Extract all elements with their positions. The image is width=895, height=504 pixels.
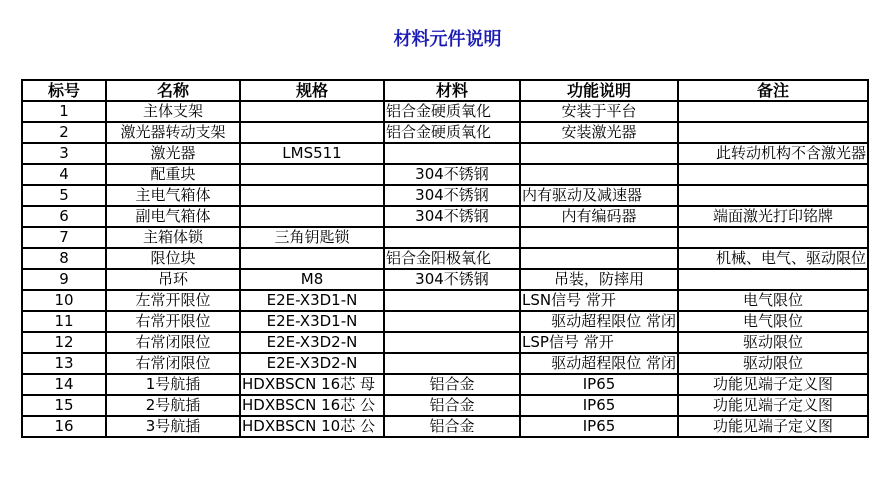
cell-index: 4 xyxy=(22,164,106,185)
table-row xyxy=(22,395,868,416)
cell-index: 14 xyxy=(22,374,106,395)
cell-remark: 电气限位 xyxy=(678,311,868,332)
cell-name: 2号航插 xyxy=(106,395,240,416)
cell-function: 内有驱动及减速器 xyxy=(520,185,678,206)
cell-function: 驱动超程限位 常闭 xyxy=(520,353,678,374)
cell-material: 铝合金硬质氧化 xyxy=(384,101,520,122)
cell-index: 5 xyxy=(22,185,106,206)
cell-material: 铝合金 xyxy=(384,416,520,437)
cell-material: 304不锈钢 xyxy=(384,185,520,206)
cell-function: IP65 xyxy=(520,395,678,416)
cell-function: LSN信号 常开 xyxy=(520,290,678,311)
table-row xyxy=(22,269,868,290)
cell-function: IP65 xyxy=(520,416,678,437)
cell-material: 铝合金 xyxy=(384,374,520,395)
cell-spec: HDXBSCN 16芯 公 xyxy=(240,395,384,416)
cell-material: 铝合金阳极氧化 xyxy=(384,248,520,269)
cell-function: IP65 xyxy=(520,374,678,395)
cell-name: 3号航插 xyxy=(106,416,240,437)
cell-index: 13 xyxy=(22,353,106,374)
header-spec: 规格 xyxy=(240,80,384,101)
cell-remark: 此转动机构不含激光器 xyxy=(678,143,868,164)
document-title: 材料元件说明 xyxy=(393,29,502,50)
cell-index: 15 xyxy=(22,395,106,416)
cell-material xyxy=(384,332,520,353)
cell-spec xyxy=(240,185,384,206)
header-material: 材料 xyxy=(384,80,520,101)
cell-function: 内有编码器 xyxy=(520,206,678,227)
materials-table xyxy=(21,79,869,438)
table-row xyxy=(22,416,868,437)
cell-spec: HDXBSCN 16芯 母 xyxy=(240,374,384,395)
cell-material xyxy=(384,311,520,332)
cell-index: 7 xyxy=(22,227,106,248)
cell-material xyxy=(384,290,520,311)
table-row xyxy=(22,143,868,164)
cell-index: 6 xyxy=(22,206,106,227)
cell-remark xyxy=(678,227,868,248)
cell-remark xyxy=(678,164,868,185)
cell-spec xyxy=(240,122,384,143)
cell-function xyxy=(520,164,678,185)
cell-remark: 功能见端子定义图 xyxy=(678,374,868,395)
cell-function xyxy=(520,227,678,248)
cell-remark: 功能见端子定义图 xyxy=(678,395,868,416)
cell-remark xyxy=(678,269,868,290)
cell-material: 304不锈钢 xyxy=(384,269,520,290)
cell-material: 304不锈钢 xyxy=(384,206,520,227)
cell-spec: 三角钥匙锁 xyxy=(240,227,384,248)
table-row xyxy=(22,311,868,332)
cell-material: 304不锈钢 xyxy=(384,164,520,185)
cell-remark: 机械、电气、驱动限位 xyxy=(678,248,868,269)
cell-material: 铝合金 xyxy=(384,395,520,416)
cell-name: 限位块 xyxy=(106,248,240,269)
cell-index: 11 xyxy=(22,311,106,332)
cell-index: 12 xyxy=(22,332,106,353)
table-row xyxy=(22,101,868,122)
header-index: 标号 xyxy=(22,80,106,101)
table-row xyxy=(22,374,868,395)
header-remark: 备注 xyxy=(678,80,868,101)
cell-function: 安装激光器 xyxy=(520,122,678,143)
cell-index: 1 xyxy=(22,101,106,122)
cell-name: 1号航插 xyxy=(106,374,240,395)
cell-material xyxy=(384,143,520,164)
cell-spec: LMS511 xyxy=(240,143,384,164)
cell-function: LSP信号 常开 xyxy=(520,332,678,353)
cell-spec: E2E-X3D1-N xyxy=(240,290,384,311)
cell-material xyxy=(384,353,520,374)
table-row xyxy=(22,290,868,311)
cell-function xyxy=(520,248,678,269)
cell-function xyxy=(520,143,678,164)
cell-function: 吊装，防摔用 xyxy=(520,269,678,290)
header-name: 名称 xyxy=(106,80,240,101)
table-row xyxy=(22,185,868,206)
cell-name: 主箱体锁 xyxy=(106,227,240,248)
cell-name: 吊环 xyxy=(106,269,240,290)
cell-remark xyxy=(678,185,868,206)
cell-name: 右常闭限位 xyxy=(106,332,240,353)
cell-index: 10 xyxy=(22,290,106,311)
cell-function: 驱动超程限位 常闭 xyxy=(520,311,678,332)
table-row xyxy=(22,122,868,143)
cell-spec: E2E-X3D2-N xyxy=(240,332,384,353)
cell-spec xyxy=(240,206,384,227)
table-row xyxy=(22,332,868,353)
table-row xyxy=(22,206,868,227)
table-row xyxy=(22,248,868,269)
cell-remark: 驱动限位 xyxy=(678,332,868,353)
cell-index: 9 xyxy=(22,269,106,290)
table-row xyxy=(22,353,868,374)
cell-remark: 功能见端子定义图 xyxy=(678,416,868,437)
cell-name: 主体支架 xyxy=(106,101,240,122)
cell-material xyxy=(384,227,520,248)
cell-remark: 端面激光打印铭牌 xyxy=(678,206,868,227)
cell-index: 3 xyxy=(22,143,106,164)
cell-spec: HDXBSCN 10芯 公 xyxy=(240,416,384,437)
cell-remark: 驱动限位 xyxy=(678,353,868,374)
cell-remark: 电气限位 xyxy=(678,290,868,311)
cell-name: 右常开限位 xyxy=(106,311,240,332)
cell-remark xyxy=(678,122,868,143)
header-function: 功能说明 xyxy=(520,80,678,101)
cell-name: 激光器转动支架 xyxy=(106,122,240,143)
cell-spec: M8 xyxy=(240,269,384,290)
table-row xyxy=(22,227,868,248)
cell-index: 16 xyxy=(22,416,106,437)
cell-spec xyxy=(240,101,384,122)
cell-material: 铝合金硬质氧化 xyxy=(384,122,520,143)
cell-name: 激光器 xyxy=(106,143,240,164)
cell-name: 配重块 xyxy=(106,164,240,185)
cell-index: 2 xyxy=(22,122,106,143)
cell-function: 安装于平台 xyxy=(520,101,678,122)
cell-spec xyxy=(240,164,384,185)
cell-spec xyxy=(240,248,384,269)
cell-spec: E2E-X3D2-N xyxy=(240,353,384,374)
cell-name: 右常闭限位 xyxy=(106,353,240,374)
cell-name: 主电气箱体 xyxy=(106,185,240,206)
table-row xyxy=(22,164,868,185)
cell-name: 副电气箱体 xyxy=(106,206,240,227)
cell-remark xyxy=(678,101,868,122)
cell-spec: E2E-X3D1-N xyxy=(240,311,384,332)
cell-index: 8 xyxy=(22,248,106,269)
cell-name: 左常开限位 xyxy=(106,290,240,311)
table-header-row xyxy=(22,80,868,101)
